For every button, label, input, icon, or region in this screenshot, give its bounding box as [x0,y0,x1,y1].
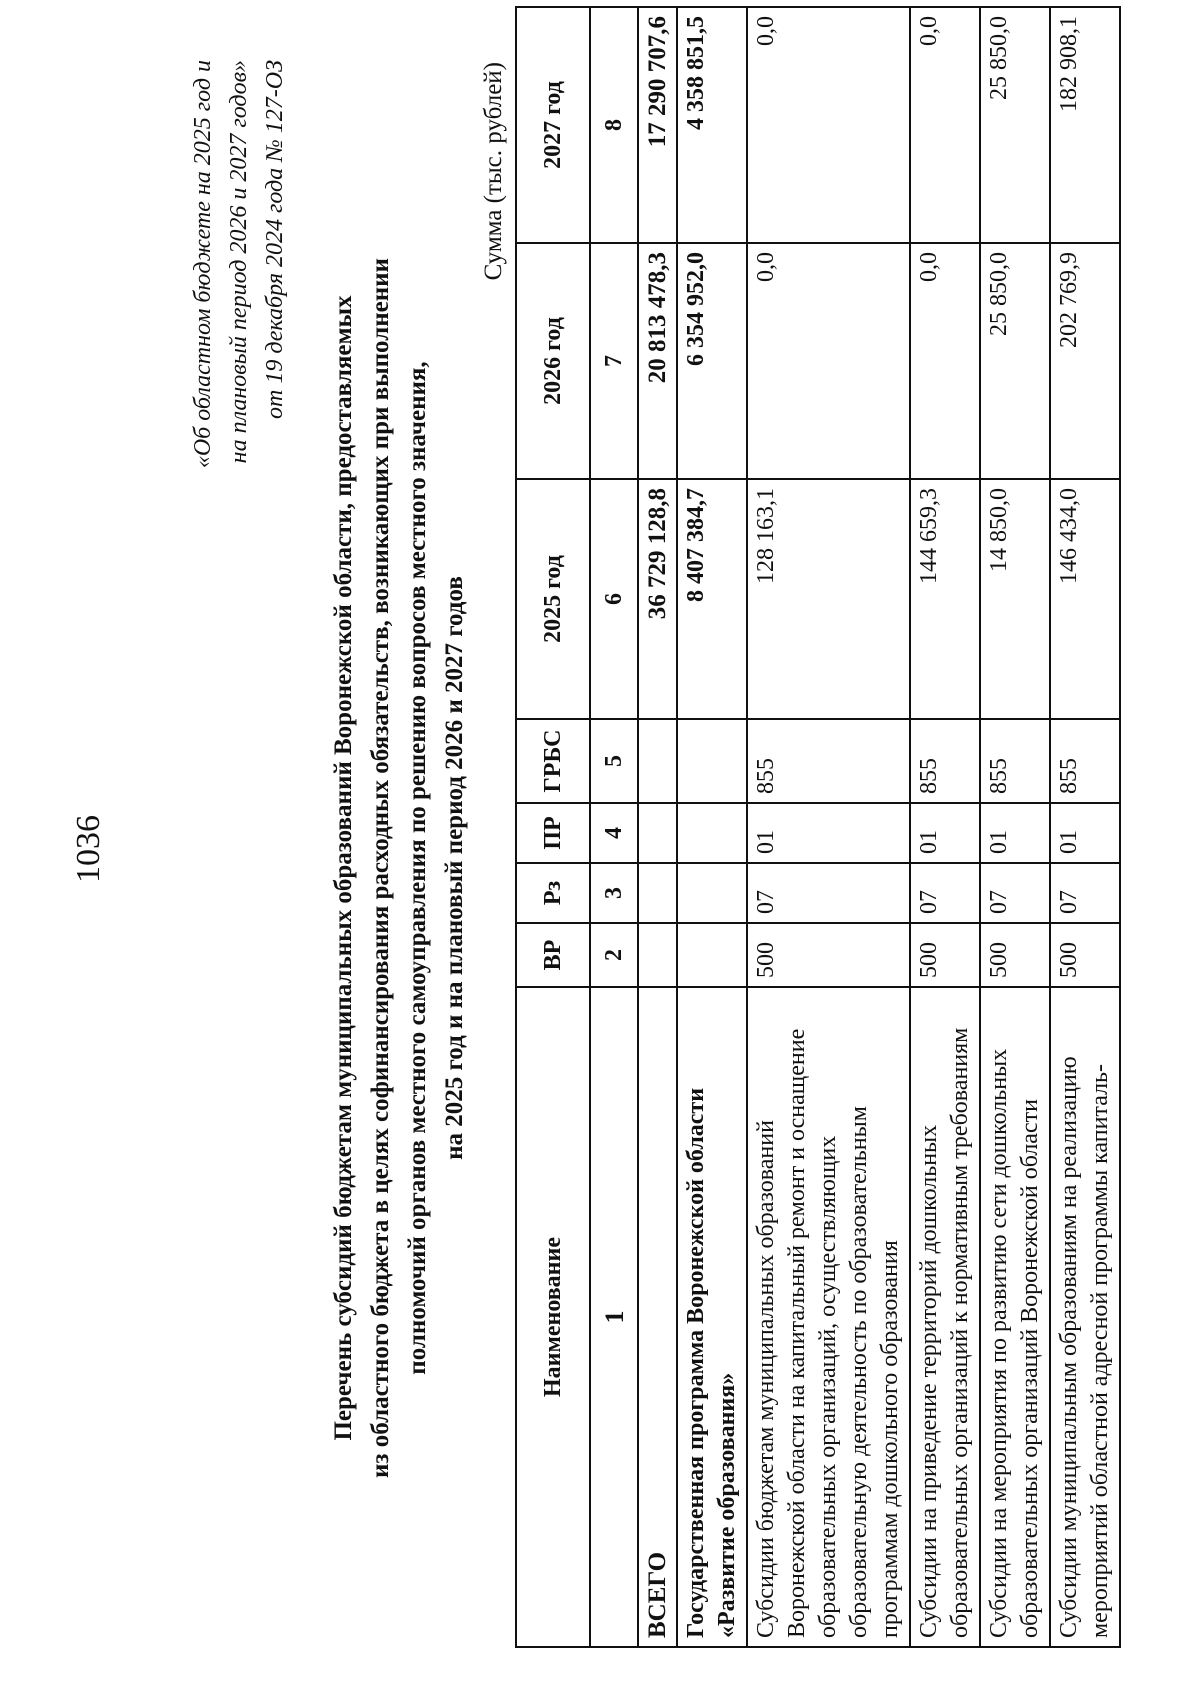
law-reference-line: «Об областном бюджете на 2025 год и [190,60,216,469]
row-amount-2026: 0,0 [910,243,980,479]
table-row [747,7,910,1647]
row-amount-2025: 144 659,3 [910,479,980,719]
row-name: Субсидии на приведение территорий дошкольных образовательных организаций к нормативным требованиям [910,987,980,1647]
title-line: Перечень субсидий бюджетам муниципальных образований Воронежской области, предоставляемых [330,295,357,1441]
row-pr [638,803,677,863]
column-header-2025: 2025 год [516,479,590,719]
column-header-vr: ВР [516,923,590,987]
row-grbs [638,719,677,803]
table-row-program [677,7,747,1647]
row-amount-2025: 36 729 128,8 [638,479,677,719]
row-amount-2026: 0,0 [747,243,910,479]
row-vr: 500 [980,923,1050,987]
row-amount-2027: 4 358 851,5 [677,7,747,243]
row-vr: 500 [910,923,980,987]
table-header-row [516,7,590,1647]
page-number: 1036 [70,815,107,883]
row-grbs: 855 [980,719,1050,803]
law-reference-line: от 19 декабря 2024 года № 127-ОЗ [262,60,288,419]
row-amount-2027: 182 908,1 [1050,7,1120,243]
row-amount-2026: 20 813 478,3 [638,243,677,479]
row-amount-2027: 0,0 [747,7,910,243]
row-name: ВСЕГО [638,987,677,1647]
row-amount-2026: 202 769,9 [1050,243,1120,479]
row-name: Государственная программа Воронежской области «Развитие образования» [677,987,747,1647]
column-header-2027: 2027 год [516,7,590,243]
column-number: 1 [590,987,638,1647]
row-rz [677,863,747,923]
document-title [325,143,473,1593]
column-header-grbs: ГРБС [516,719,590,803]
table-row-total [638,7,677,1647]
row-vr [638,923,677,987]
column-number: 3 [590,863,638,923]
row-amount-2025: 128 163,1 [747,479,910,719]
column-number: 6 [590,479,638,719]
row-name: Субсидии на мероприятия по развитию сети дошкольных образовательных организаций Воронежской области [980,987,1050,1647]
title-line: на 2025 год и на плановый период 2026 и 2027 годов [441,576,468,1160]
row-amount-2026: 25 850,0 [980,243,1050,479]
title-line: полномочий органов местного самоуправления по решению вопросов местного значения, [404,361,431,1375]
row-vr: 500 [1050,923,1120,987]
table-row [980,7,1050,1647]
row-rz [638,863,677,923]
column-number: 7 [590,243,638,479]
column-number-row [590,7,638,1647]
law-reference-line: на плановый период 2026 и 2027 годов» [226,60,252,464]
row-amount-2026: 6 354 952,0 [677,243,747,479]
row-pr [677,803,747,863]
row-rz: 07 [980,863,1050,923]
column-number: 4 [590,803,638,863]
subsidies-table [515,6,1121,1648]
row-grbs: 855 [747,719,910,803]
row-vr [677,923,747,987]
column-header-2026: 2026 год [516,243,590,479]
row-amount-2027: 25 850,0 [980,7,1050,243]
column-header-name: Наименование [516,987,590,1647]
row-pr: 01 [910,803,980,863]
row-pr: 01 [1050,803,1120,863]
row-amount-2027: 17 290 707,6 [638,7,677,243]
table-row [910,7,980,1647]
row-rz: 07 [910,863,980,923]
row-amount-2025: 146 434,0 [1050,479,1120,719]
row-amount-2025: 14 850,0 [980,479,1050,719]
row-grbs [677,719,747,803]
title-line: из областного бюджета в целях софинансирования расходных обязательств, возникающих при выполнении [367,258,394,1478]
row-pr: 01 [747,803,910,863]
row-grbs: 855 [910,719,980,803]
row-amount-2025: 8 407 384,7 [677,479,747,719]
row-pr: 01 [980,803,1050,863]
row-name: Субсидии муниципальным образованиям на реализацию мероприятий областной адресной программы капиталь- [1050,987,1120,1647]
column-number: 5 [590,719,638,803]
row-name: Субсидии бюджетам муниципальных образований Воронежской области на капитальный ремонт и оснащение образовательных организаций, осуществляющих образовательную деятельность по образовательным программам дошкольного образования [747,987,910,1647]
column-number: 2 [590,923,638,987]
column-header-pr: ПР [516,803,590,863]
row-vr: 500 [747,923,910,987]
row-grbs: 855 [1050,719,1120,803]
row-amount-2027: 0,0 [910,7,980,243]
row-rz: 07 [747,863,910,923]
column-header-rz: Рз [516,863,590,923]
column-number: 8 [590,7,638,243]
units-label: Сумма (тыс. рублей) [480,62,507,281]
row-rz: 07 [1050,863,1120,923]
law-reference-note [185,60,293,780]
table-row [1050,7,1120,1647]
